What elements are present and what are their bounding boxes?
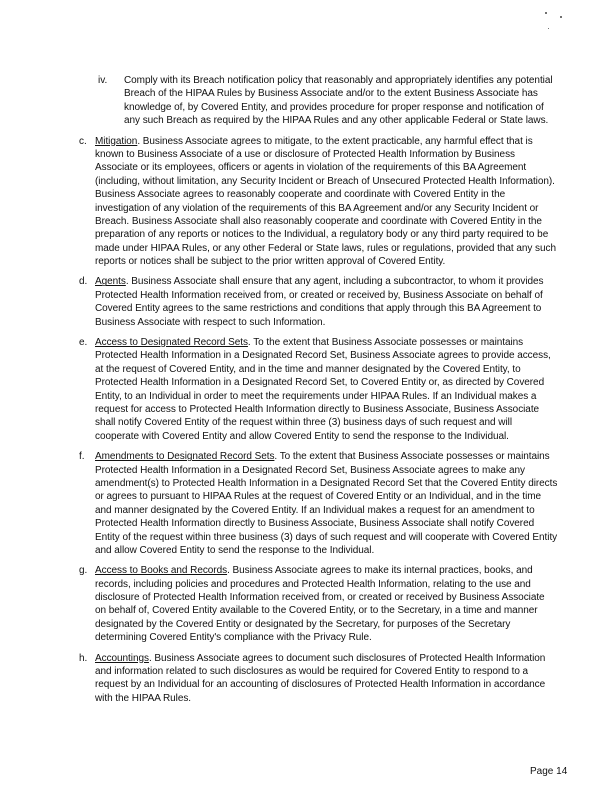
text-line: [95, 275, 613, 288]
line-text: Business Associate agrees to reasonably cooperate and coordinate with Covered Entity in the: [95, 189, 506, 201]
item-c-mitigation: [0, 135, 613, 269]
text-line: [95, 316, 613, 329]
line-text: (including, without limitation, any Security Incident or Breach of Unsecured Protected Health Information).: [95, 175, 555, 187]
text-line: [95, 403, 613, 416]
text-line: [95, 255, 613, 268]
section-heading: Agents: [95, 276, 126, 288]
section-heading: Access to Books and Records: [95, 565, 228, 577]
line-text: . Business Associate shall ensure that any agent, including a subcontractor, to whom it provides: [125, 276, 544, 288]
item-g-access-books-records: [0, 564, 613, 644]
scan-speck: [548, 28, 549, 29]
text-line: [95, 692, 613, 705]
text-line: [95, 618, 613, 631]
line-text: made under HIPAA Rules, or any other Federal or State laws, rules or regulations, provided that any such: [95, 242, 556, 254]
line-text: . Business Associate agrees to make its internal practices, books, and: [227, 565, 533, 577]
text-line: [95, 188, 613, 201]
line-text: Business Associate with respect to such Information.: [95, 316, 326, 328]
item-label: d.: [79, 276, 88, 288]
section-heading: Mitigation: [95, 135, 138, 147]
item-label: e.: [79, 337, 88, 349]
text-line: [124, 74, 613, 87]
text-line: [95, 228, 613, 241]
text-line: [95, 631, 613, 644]
line-text: determining Covered Entity's compliance with the Privacy Rule.: [95, 632, 372, 644]
line-text: and allow Covered Entity to send the response to the Individual.: [95, 544, 375, 556]
text-line: [95, 604, 613, 617]
item-h-accountings: [0, 652, 613, 706]
text-line: [95, 202, 613, 215]
text-line: [95, 652, 613, 665]
line-text: any such Breach as required by the HIPAA Rules and any other applicable Federal or State laws.: [124, 115, 549, 127]
line-text: known to Business Associate of a use or disclosure of Protected Health Information by Business: [95, 148, 515, 160]
line-text: amendment(s) to Protected Health Information in a Designated Record Set that the Covered Entity directs: [95, 477, 558, 489]
text-line: [124, 101, 613, 114]
line-text: and manner designated by the Covered Entity. If an Individual makes a request for an amendment to: [95, 504, 535, 516]
text-line: [95, 376, 613, 389]
line-text: shall notify Covered Entity of the request within three (3) business days of such request and will: [95, 417, 512, 429]
line-text: knowledge of, by Covered Entity, and provides procedure for proper response and notification of: [124, 101, 544, 113]
line-text: Protected Health Information in a Designated Record Set, Business Associate agrees to provide access,: [95, 350, 551, 362]
text-line: [95, 242, 613, 255]
line-text: at the request of Covered Entity, and in the time and manner designated by the Covered Entity, to: [95, 363, 521, 375]
text-line: [95, 289, 613, 302]
text-line: [95, 477, 613, 490]
line-text: . Business Associate agrees to document such disclosures of Protected Health Information: [148, 652, 546, 664]
line-text: . To the extent that Business Associate possesses or maintains: [274, 451, 550, 463]
line-text: Breach. Business Associate shall also reasonably cooperate and coordinate with Covered Entity in the: [95, 215, 542, 227]
section-heading: Amendments to Designated Record Sets: [95, 451, 275, 463]
text-line: [95, 578, 613, 591]
item-d-agents: [0, 275, 613, 329]
line-text: Protected Health Information in a Designated Record Set, Business Associate agrees to make any: [95, 464, 525, 476]
document-body: [0, 74, 613, 712]
line-text: Protected Health Information received from, or created or received by, Business Associate on behalf of: [95, 289, 543, 301]
line-text: or agrees to pursuant to HIPAA Rules at the request of Covered Entity or an Individual, and in the time: [95, 491, 542, 503]
item-label: g.: [79, 565, 88, 577]
text-line: [95, 135, 613, 148]
text-line: [95, 215, 613, 228]
line-text: Protected Health Information in a Designated Record Set, to Covered Entity or, as directed by Covered: [95, 377, 545, 389]
line-text: request by an Individual for an accounting of disclosures of Protected Health Information in accordance: [95, 679, 546, 691]
item-label: f.: [79, 451, 85, 463]
text-line: [95, 591, 613, 604]
line-text: . To the extent that Business Associate possesses or maintains: [247, 337, 524, 349]
scan-speck: [545, 12, 547, 14]
line-text: . Business Associate agrees to mitigate, to the extent practicable, any harmful effect that is: [137, 135, 533, 147]
line-text: preparation of any reports or notices to the Individual, a regulatory body or any third party required to be: [95, 229, 549, 241]
text-line: [95, 430, 613, 443]
text-line: [95, 450, 613, 463]
text-line: [95, 464, 613, 477]
text-line: [124, 114, 613, 127]
text-line: [95, 363, 613, 376]
item-f-amendments: [0, 450, 613, 557]
item-label: c.: [79, 135, 87, 147]
line-text: designated by the Covered Entity or designated by the Secretary, for purposes of the Secretary: [95, 618, 511, 630]
page-number: Page 14: [530, 766, 568, 777]
item-label: h.: [79, 652, 88, 664]
line-text: with the HIPAA Rules.: [95, 692, 192, 704]
text-line: [95, 678, 613, 691]
text-line: [95, 349, 613, 362]
text-line: [95, 148, 613, 161]
line-text: on behalf of, Covered Entity available to the Covered Entity, or to the Secretary, in a time and manner: [95, 605, 538, 617]
item-e-access-designated-record-sets: [0, 336, 613, 443]
line-text: cooperate with Covered Entity and allow Covered Entity to send the response to the Individual.: [95, 430, 509, 442]
text-line: [95, 665, 613, 678]
text-line: [95, 161, 613, 174]
text-line: [95, 302, 613, 315]
text-line: [95, 490, 613, 503]
line-text: investigation of any violation of the requirements of this BA Agreement and/or any Security Incident or: [95, 202, 539, 214]
item-label: iv.: [98, 75, 108, 86]
text-line: [95, 564, 613, 577]
text-line: [95, 175, 613, 188]
section-heading: Accountings: [95, 652, 149, 664]
line-text: reports or notices shall be subject to the prior written approval of Covered Entity.: [95, 256, 446, 268]
section-heading: Access to Designated Record Sets: [95, 337, 248, 349]
line-text: Comply with its Breach notification policy that reasonably and appropriately identifies any potential: [124, 75, 553, 86]
line-text: Protected Health Information directly to Business Associate, Business Associate shall notify Covered: [95, 518, 535, 530]
line-text: Covered Entity agrees to the same restrictions and conditions that apply through this BA Agreement to: [95, 303, 542, 315]
text-line: [95, 531, 613, 544]
text-line: [95, 504, 613, 517]
item-iv: [0, 74, 613, 128]
line-text: disclosure of Protected Health Information received from, or created or received by Business Associate: [95, 592, 545, 604]
text-line: [95, 416, 613, 429]
scan-speck: [560, 16, 562, 18]
text-line: [95, 336, 613, 349]
line-text: Breach of the HIPAA Rules by Business Associate and/or to the extent Business Associate has: [124, 88, 538, 100]
line-text: Entity, to an Individual in order to meet the requirements under HIPAA Rules. If an Individual makes a: [95, 390, 537, 402]
line-text: request for access to Protected Health Information directly to Business Associate, Business Associate: [95, 403, 540, 415]
line-text: Entity of the request within three business (3) days of such request and will cooperate with Covered Entity: [95, 531, 558, 543]
line-text: records, including policies and procedures and Protected Health Information, relating to the use and: [95, 578, 531, 590]
text-line: [95, 390, 613, 403]
text-line: [124, 87, 613, 100]
line-text: and information related to such disclosures as would be required for Covered Entity to respond to a: [95, 666, 529, 678]
line-text: Associate or its employees, officers or agents in violation of the requirements of this BA Agreement: [95, 162, 527, 174]
text-line: [95, 544, 613, 557]
text-line: [95, 517, 613, 530]
